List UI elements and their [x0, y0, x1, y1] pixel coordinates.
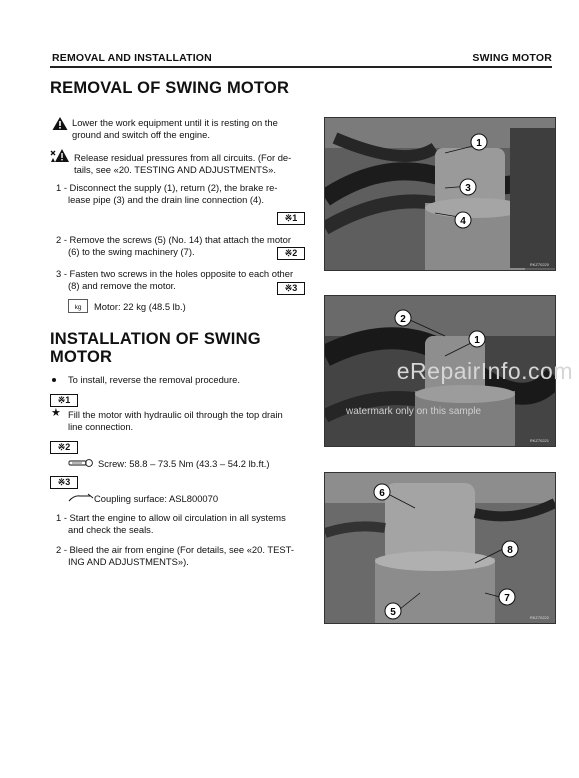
install-step1-line2: and check the seals.: [68, 524, 154, 535]
pressure-warning-icon: [50, 148, 72, 164]
install-step1-line1: 1 - Start the engine to allow oil circulation in all systems: [56, 512, 286, 523]
ref-box-3: ※3: [277, 282, 305, 295]
coupling-surface: Coupling surface: ASL800070: [94, 493, 219, 504]
motor-weight: Motor: 22 kg (48.5 lb.): [94, 301, 186, 312]
removal-step1-line2: lease pipe (3) and the drain line connection (4).: [68, 194, 264, 205]
installation-bullet: To install, reverse the removal procedure.: [68, 374, 240, 385]
header-rule: [50, 66, 552, 68]
warning2-line1: Release residual pressures from all circuits. (For de-: [74, 152, 292, 163]
warning2-line2: tails, see «20. TESTING AND ADJUSTMENTS».: [74, 164, 276, 175]
callout-1b: 1: [474, 335, 480, 346]
photo1-code: RKZ70220: [529, 262, 549, 267]
install-step2-line1: 2 - Bleed the air from engine (For details, see «20. TEST-: [56, 544, 294, 555]
removal-step1-line1: 1 - Disconnect the supply (1), return (2), the brake re-: [56, 182, 278, 193]
removal-step2-line1: 2 - Remove the screws (5) (No. 14) that attach the motor: [56, 234, 291, 245]
weight-icon: [68, 299, 88, 313]
removal-title: REMOVAL OF SWING MOTOR: [50, 79, 290, 97]
install-star-line1: Fill the motor with hydraulic oil through the top drain: [68, 409, 283, 420]
install-star-line2: line connection.: [68, 421, 134, 432]
warning1-line2: ground and switch off the engine.: [72, 129, 210, 140]
removal-step3-line1: 3 - Fasten two screws in the holes opposite to each other: [56, 268, 294, 279]
callout-6: 6: [379, 488, 385, 499]
callout-7: 7: [504, 593, 510, 604]
torque-wrench-icon: [68, 458, 94, 468]
install-ref-box-3: ※3: [50, 476, 78, 489]
photo-motor-assembly: [324, 472, 556, 624]
installation-title-line2: MOTOR: [50, 348, 113, 366]
bullet-dot-icon: [52, 378, 56, 382]
photo3-code: RKZ70222: [529, 615, 549, 620]
warning-triangle-icon: [52, 116, 68, 131]
installation-title-line1: INSTALLATION OF SWING: [50, 330, 261, 348]
install-step2-line2: ING AND ADJUSTMENTS»).: [68, 556, 189, 567]
watermark-sub: watermark only on this sample: [346, 406, 482, 417]
photo-hoses-disconnect: [324, 117, 556, 271]
install-ref-box-2: ※2: [50, 441, 78, 454]
removal-step2-line2: (6) to the swing machinery (7).: [68, 246, 195, 257]
svg-text:kg: kg: [74, 304, 82, 311]
callout-4: 4: [460, 216, 466, 227]
callout-1: 1: [476, 138, 482, 149]
watermark: eRepairInfo.com: [396, 358, 573, 384]
star-icon: ★: [51, 407, 61, 419]
header-chapter-title: SWING MOTOR: [472, 52, 552, 64]
torque-spec: Screw: 58.8 – 73.5 Nm (43.3 – 54.2 lb.ft.): [98, 458, 270, 469]
install-ref-box-1: ※1: [50, 394, 78, 407]
callout-3: 3: [465, 183, 471, 194]
sealant-icon: [68, 493, 94, 503]
header-section-title: REMOVAL AND INSTALLATION: [52, 52, 212, 64]
callout-2: 2: [400, 314, 406, 325]
photo2-code: RKZ70221: [529, 438, 549, 443]
callout-8: 8: [507, 545, 513, 556]
callout-5: 5: [390, 607, 396, 618]
removal-step3-line2: (8) and remove the motor.: [68, 280, 176, 291]
ref-box-1: ※1: [277, 212, 305, 225]
ref-box-2: ※2: [277, 247, 305, 260]
warning1-line1: Lower the work equipment until it is resting on the: [72, 117, 278, 128]
